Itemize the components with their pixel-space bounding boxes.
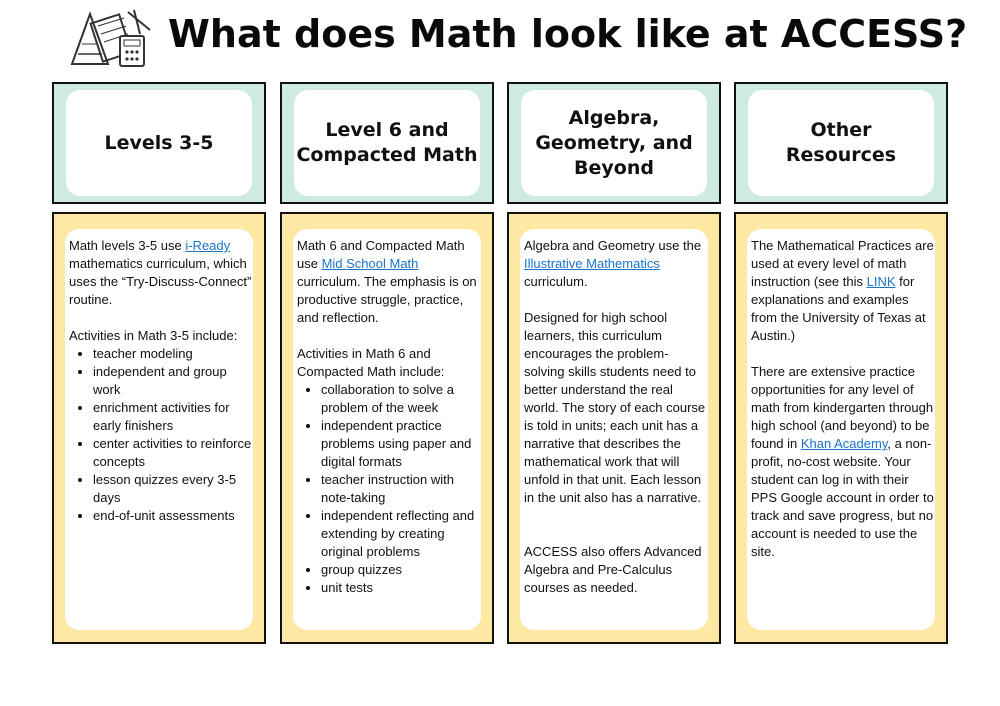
list-item: • independent practice problems using paper and digital formats	[321, 417, 481, 471]
column-heading-box	[507, 82, 721, 204]
list-item: • independent and group work	[93, 363, 253, 399]
i-ready-link[interactable]: i-Ready	[185, 238, 231, 253]
list-item: • enrichment activities for early finishers	[93, 399, 253, 435]
column-heading-box	[52, 82, 266, 204]
column-heading: Levels 3-5	[66, 90, 252, 196]
page-title: What does Math look like at ACCESS?	[168, 12, 968, 56]
column-body-box	[734, 212, 948, 644]
activities-list	[297, 381, 481, 597]
activities-heading: Activities in Math 3-5 include:	[69, 328, 238, 343]
column-heading: Algebra, Geometry, and Beyond	[521, 90, 707, 196]
column-body	[747, 229, 935, 630]
math-tools-icon	[68, 8, 152, 72]
list-item: • independent reflecting and extending by creating original problems	[321, 507, 481, 561]
curriculum-description: Designed for high school learners, this curriculum encourages the problem-solving skills students need to better understand the real world. The story of each course is told in units; each unit has a narrative that describes the mathematical work that will unfold in that unit. Each lesson in the unit also has a narrative.	[524, 310, 706, 505]
illustrative-mathematics-link[interactable]: Illustrative Mathematics	[524, 256, 660, 271]
intro-text: Algebra and Geometry use the Illustrative Mathematics curriculum.	[524, 238, 702, 289]
list-item: • unit tests	[321, 579, 481, 597]
additional-courses-text: ACCESS also offers Advanced Algebra and Pre-Calculus courses as needed.	[524, 544, 702, 595]
mid-school-math-link[interactable]: Mid School Math	[321, 256, 419, 271]
list-item: • center activities to reinforce concepts	[93, 435, 253, 471]
list-item: • end-of-unit assessments	[93, 507, 253, 525]
column-heading: Level 6 and Compacted Math	[294, 90, 480, 196]
intro-text: The Mathematical Practices are used at every level of math instruction (see this LINK for explanations and examples from the University of Texas at Austin.)	[751, 238, 934, 343]
column-body-box	[52, 212, 266, 644]
column-body-box	[280, 212, 494, 644]
column-body	[293, 229, 481, 630]
column-body-box	[507, 212, 721, 644]
page-header	[0, 0, 1000, 80]
list-item: • lesson quizzes every 3-5 days	[93, 471, 253, 507]
activities-heading: Activities in Math 6 and Compacted Math include:	[297, 346, 445, 379]
list-item: • teacher instruction with note-taking	[321, 471, 481, 507]
khan-academy-link[interactable]: Khan Academy	[800, 436, 888, 451]
list-item: • group quizzes	[321, 561, 481, 579]
column-body	[65, 229, 253, 630]
intro-text: Math 6 and Compacted Math use Mid School Math curriculum. The emphasis is on productive struggle, practice, and reflection.	[297, 238, 477, 325]
mathematical-practices-link[interactable]: LINK	[866, 274, 896, 289]
column-body	[520, 229, 708, 630]
column-heading: Other Resources	[748, 90, 934, 196]
column-heading-box	[280, 82, 494, 204]
activities-list	[69, 345, 253, 525]
column-heading-box	[734, 82, 948, 204]
khan-academy-text: There are extensive practice opportunities for any level of math from kindergarten through high school (and beyond) to be found in Khan Academy, a non-profit, no-cost website. Your student can log in with their PPS Google account in order to track and save progress, but no account is needed to use the site.	[751, 364, 934, 559]
list-item: • teacher modeling	[93, 345, 253, 363]
list-item: • collaboration to solve a problem of the week	[321, 381, 481, 417]
intro-text: Math levels 3-5 use i-Ready mathematics curriculum, which uses the “Try-Discuss-Connect” routine.	[69, 238, 252, 307]
